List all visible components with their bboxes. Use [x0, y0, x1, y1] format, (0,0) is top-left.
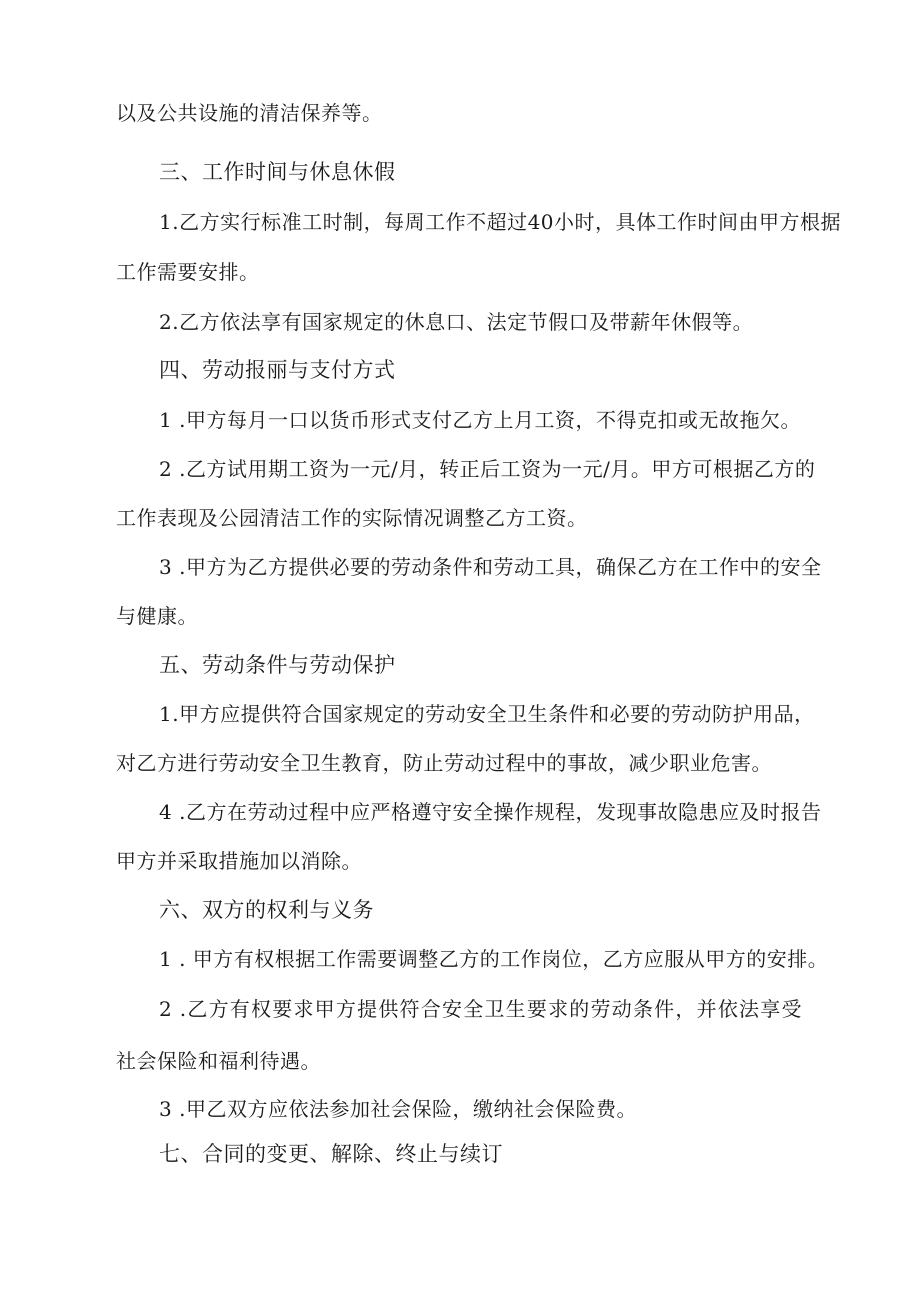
section-heading-3: 三、工作时间与休息休假: [159, 160, 396, 184]
paragraph-line: 工作表现及公园清洁工作的实际情况调整乙方工资。: [116, 506, 588, 530]
section-heading-7: 七、合同的变更、解除、终止与续订: [159, 1142, 503, 1166]
section-heading-6: 六、双方的权利与义务: [159, 898, 374, 922]
paragraph-line: 工作需要安排。: [116, 260, 260, 284]
paragraph-line: 4 .乙方在劳动过程中应严格遵守安全操作规程，发现事故隐患应及时报告: [159, 800, 822, 824]
paragraph-line: 甲方并采取措施加以消除。: [116, 849, 362, 873]
paragraph-line: 与健康。: [116, 604, 198, 628]
paragraph-line: 2 .乙方试用期工资为一元/月，转正后工资为一元/月。甲方可根据乙方的: [159, 457, 816, 481]
paragraph-line: 以及公共设施的清洁保养等。: [116, 101, 383, 125]
paragraph-line: 1.乙方实行标准工时制，每周工作不超过40小时，具体工作时间由甲方根据: [159, 210, 842, 234]
paragraph-line: 1 . 甲方有权根据工作需要调整乙方的工作岗位，乙方应服从甲方的安排。: [159, 947, 829, 971]
paragraph-line: 3 .甲乙双方应依法参加社会保险，缴纳社会保险费。: [159, 1097, 637, 1121]
section-heading-5: 五、劳动条件与劳动保护: [159, 653, 396, 677]
paragraph-line: 2.乙方依法享有国家规定的休息口、法定节假口及带薪年休假等。: [159, 310, 754, 334]
paragraph-line: 3 .甲方为乙方提供必要的劳动条件和劳动工具，确保乙方在工作中的安全: [159, 555, 822, 579]
paragraph-line: 对乙方进行劳动安全卫生教育，防止劳动过程中的事故，减少职业危害。: [116, 751, 772, 775]
paragraph-line: 社会保险和福利待遇。: [116, 1049, 321, 1073]
paragraph-line: 2 .乙方有权要求甲方提供符合安全卫生要求的劳动条件，并依法享受: [159, 997, 802, 1021]
section-heading-4: 四、劳动报丽与支付方式: [159, 358, 396, 382]
paragraph-line: 1 .甲方每月一口以货币形式支付乙方上月工资，不得克扣或无故拖欠。: [159, 408, 801, 432]
paragraph-line: 1.甲方应提供符合国家规定的劳动安全卫生条件和必要的劳动防护用品，: [159, 702, 815, 726]
